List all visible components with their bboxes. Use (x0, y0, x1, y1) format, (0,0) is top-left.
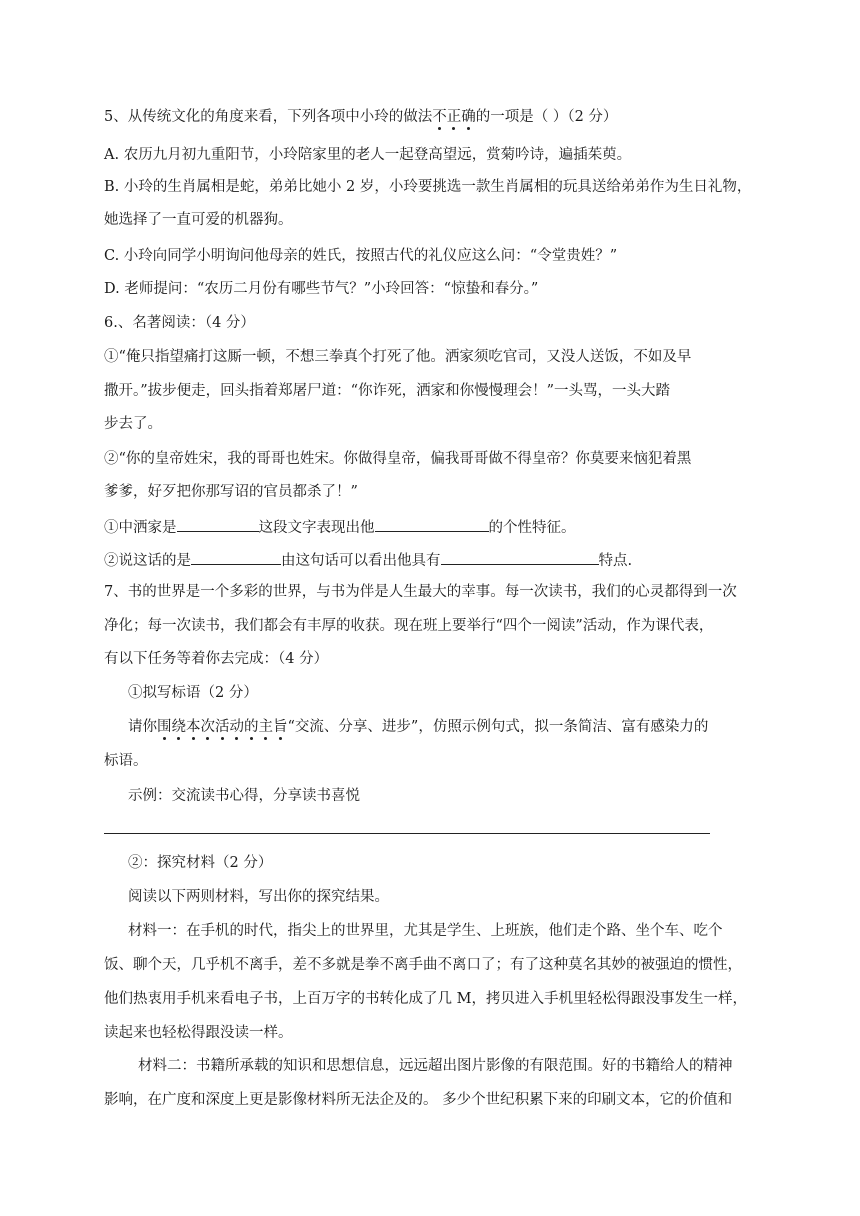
material2-line1: 材料二：书籍所承载的知识和思想信息，远远超出图片影像的有限范围。好的书籍给人的精神 (138, 1058, 733, 1074)
emphasis-char: 绕 (171, 719, 186, 735)
fill-text: 特点. (598, 553, 633, 569)
q6-fill-2 (104, 549, 632, 571)
q6-passage1-line1: ①“俺只指望痛打这厮一顿，不想三拳真个打死了他。洒家须吃官司，又没人送饭，不如及早 (104, 349, 692, 365)
material1-line4: 读起来也轻松得跟没读一样。 (104, 1025, 293, 1041)
fill-text: 由这句话可以看出他具有 (281, 553, 441, 569)
emphasis-char: 正 (446, 109, 462, 125)
answer-blank[interactable] (375, 516, 489, 532)
q6-passage2-line1: ②“你的皇帝姓宋，我的哥哥也姓宋。你做得皇帝，偏我哥哥做不得皇帝？你莫要来恼犯着黑 (104, 451, 692, 467)
emphasis-char: 主 (258, 719, 273, 735)
emphasis-char: 活 (215, 719, 230, 735)
fill-text: ②说这话的是 (104, 553, 191, 569)
material1-line1: 材料一：在手机的时代，指尖上的世界里，尤其是学生、上班族，他们走个路、坐个车、吃个 (128, 923, 723, 939)
emphasis-char: 不 (432, 109, 447, 125)
answer-blank[interactable] (177, 516, 259, 532)
emphasis-char: 次 (200, 719, 215, 735)
answer-blank[interactable] (441, 549, 599, 565)
q7-sub2-title: ②：探究材料（2 分） (128, 855, 273, 871)
material1-line2: 饭、聊个天，几乎机不离手，差不多就是拳不离手曲不离口了；有了这种莫名其妙的被强迫的惯性， (104, 957, 742, 973)
q6-passage1-line2: 撒开。”拔步便走，回头指着郑屠尸道：“你诈死，洒家和你慢慢理会！”一头骂，一头大踏 (104, 383, 670, 399)
q7-stem-line1: 7、书的世界是一个多彩的世界，与书为伴是人生最大的幸事。每一次读书，我们的心灵都得到一次 (104, 584, 737, 600)
q5-option-b-line1: B. 小玲的生肖属相是蛇，弟弟比她小 2 岁，小玲要挑选一款生肖属相的玩具送给弟弟作为生日礼物， (104, 179, 752, 195)
q5-stem (104, 107, 617, 127)
material1-line3: 他们热衷用手机来看电子书，上百万字的书转化成了几 M，拷贝进入手机里轻松得跟没事发生一样， (104, 991, 747, 1007)
q7-sub2-intro: 阅读以下两则材料，写出你的探究结果。 (128, 889, 389, 905)
emphasis-char: 的 (244, 719, 259, 735)
emphasis-char: 确 (461, 109, 476, 125)
q5-option-a: A. 农历九月初九重阳节，小玲陪家里的老人一起登高望远，赏菊吟诗，遍插茱萸。 (104, 147, 632, 163)
emphasis-char: 旨 (273, 719, 288, 735)
q5-stem-tail: 的一项是（ ）（2 分） (475, 109, 618, 125)
q5-option-b-line2: 她选择了一直可爱的机器狗。 (104, 212, 293, 228)
instruction-text: 请你 (128, 719, 157, 735)
instruction-text: “交流、分享、进步”，仿照示例句式，拟一条简洁、富有感染力的 (287, 719, 709, 735)
q7-stem-line3: 有以下任务等着你去完成：（4 分） (104, 651, 329, 667)
emphasis-char: 本 (186, 719, 201, 735)
q6-passage2-line2: 爹爹，好歹把你那写诏的官员都杀了！” (104, 484, 358, 500)
q6-passage1-line3: 步去了。 (104, 416, 162, 432)
q7-example: 示例：交流读书心得，分享读书喜悦 (128, 788, 360, 804)
material2-line2: 影响，在广度和深度上更是影像材料所无法企及的。 多少个世纪积累下来的印刷文本，它的价值和 (104, 1092, 733, 1108)
q7-sub1-instruction (128, 717, 708, 737)
emphasis-char: 围 (157, 719, 172, 735)
emphasis-char: 动 (229, 719, 244, 735)
answer-blank[interactable] (191, 549, 281, 565)
q6-fill-1 (104, 516, 576, 538)
fill-text: 这段文字表现出他 (258, 520, 375, 536)
answer-line[interactable] (104, 833, 710, 834)
fill-text: ①中洒家是 (104, 520, 177, 536)
q5-stem-text: 5、从传统文化的角度来看，下列各项中小玲的做法 (104, 109, 433, 125)
q5-option-c: C. 小玲向同学小明询问他母亲的姓氏，按照古代的礼仪应这么问：“令堂贵姓？” (104, 248, 618, 264)
q5-option-d: D. 老师提问：“农历二月份有哪些节气？”小玲回答：“惊蛰和春分。” (104, 281, 539, 297)
q6-title: 6.、名著阅读：（4 分） (104, 315, 255, 331)
q7-stem-line2: 净化；每一次读书，我们都会有丰厚的收获。现在班上要举行“四个一阅读”活动，作为课代表， (104, 618, 714, 634)
q7-sub1-title: ①拟写标语（2 分） (128, 685, 258, 701)
fill-text: 的个性特征。 (488, 520, 576, 536)
q7-sub1-instruction-line2: 标语。 (104, 753, 148, 769)
